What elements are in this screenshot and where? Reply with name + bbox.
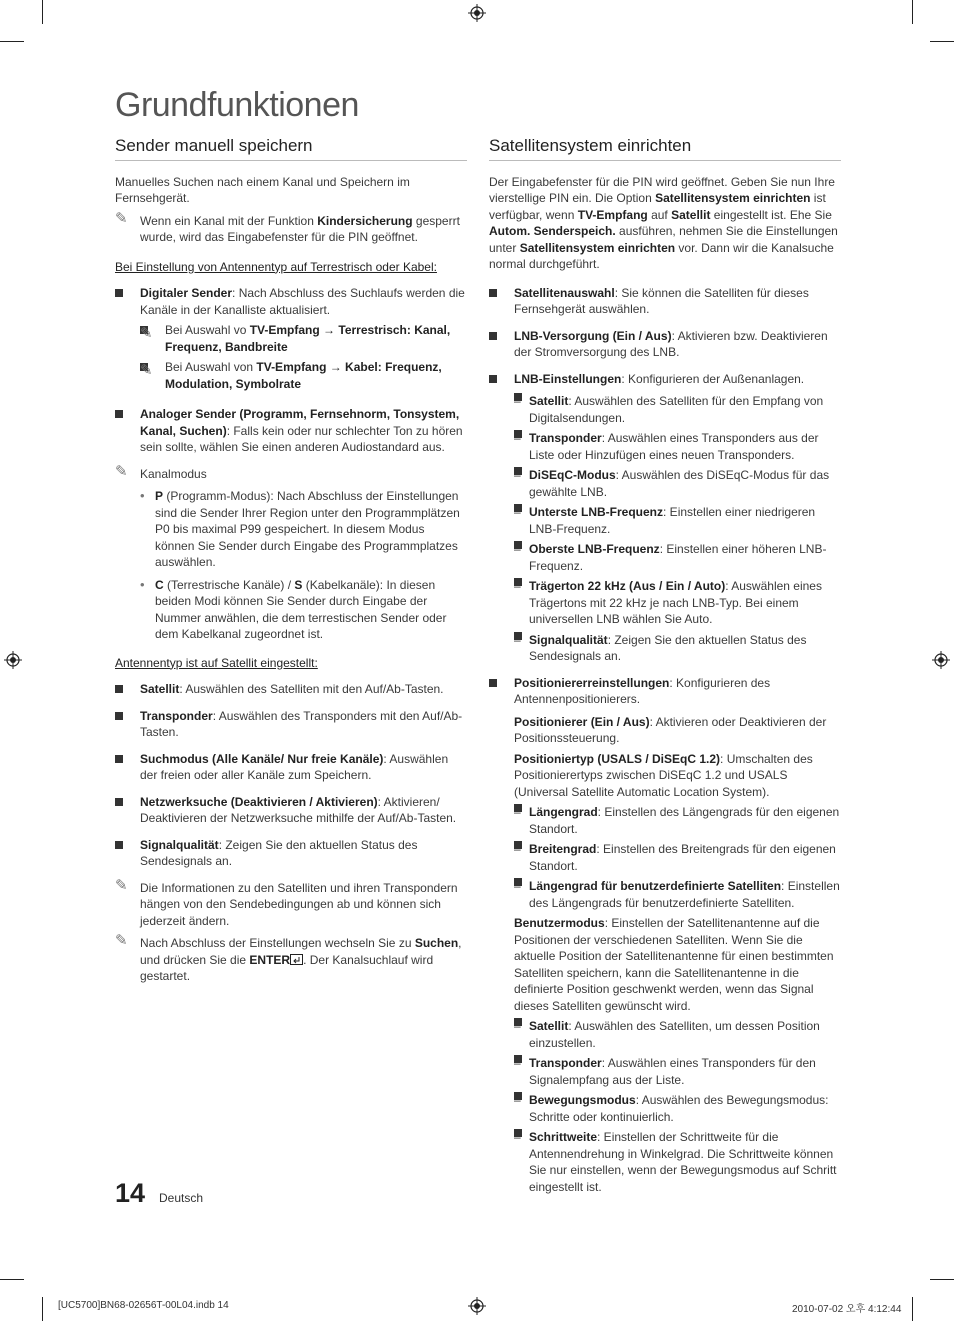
note — [115, 876, 467, 930]
text: : Auswählen des Transponders mit den Auf/Ab-Tasten. — [140, 708, 463, 739]
term: Satellit — [529, 394, 569, 408]
page-title: Grundfunktionen — [115, 86, 359, 124]
text: : Auswählen des Satelliten mit den Auf/Ab-Tasten. — [179, 682, 444, 696]
registration-mark-icon — [468, 1297, 486, 1315]
square-bullet-icon — [115, 712, 123, 720]
text: : Auswählen eines Transponders aus der Liste oder Hinzufügen eines neuen Transponders. — [529, 431, 819, 462]
list-item — [115, 406, 467, 456]
text: (Programm-Modus): Nach Abschluss der Einstellungen sind die Sender Ihrer Region unter den Programmplätzen P0 bis maximal P99 gespeichert. In diesem Modus können Sie Sender durch Eingabe des Programmplatzes auswählen. — [155, 489, 460, 569]
square-bullet-icon — [115, 841, 123, 849]
text: vor. Dann wir die Kanalsuche normal durchgeführt. — [489, 240, 834, 271]
pencil-note-icon: ✎ — [115, 209, 128, 227]
term: LNB-Versorgung (Ein / Aus) — [514, 328, 672, 343]
term: Suchmodus (Alle Kanäle/ Nur freie Kanäle) — [140, 751, 384, 766]
text: : Sie können die Satelliten für dieses Fernsehgerät auswählen. — [514, 285, 809, 316]
paragraph — [514, 915, 841, 1014]
text: : Auswählen des Bewegungsmodus: Schritte oder kontinuierlich. — [529, 1093, 829, 1124]
term: Transponder — [529, 431, 602, 445]
note — [115, 209, 467, 246]
dash-bullet-icon: – — [514, 1019, 521, 1033]
term: Signalqualität — [140, 837, 219, 852]
text: : Konfigurieren der Außenanlagen. — [621, 371, 805, 386]
text: Die Informationen zu den Satelliten und ihren Transpondern hängen von den Sendebedingungen ab und können sich jederzeit ändern. — [140, 880, 458, 928]
list-item — [514, 1092, 841, 1125]
intro-text: Manuelles Suchen nach einem Kanal und Speichern im Fernsehgerät. — [115, 174, 410, 205]
crop-mark — [42, 1297, 43, 1321]
note — [140, 322, 467, 355]
text: : Einstellen des Längengrads für den eigenen Standort. — [529, 805, 840, 836]
term: Längengrad für benutzerdefinierte Satelliten — [529, 879, 782, 893]
pencil-note-icon: ✎ — [140, 325, 153, 342]
term: Satellitensystem einrichten — [519, 240, 676, 255]
term: Kindersicherung — [317, 213, 413, 228]
square-bullet-icon — [489, 289, 497, 297]
crop-mark — [930, 1279, 954, 1280]
list-item — [514, 841, 841, 874]
text: . Der Kanalsuchlauf wird gestartet. — [140, 952, 434, 983]
text: : Auswählen eines Trägertons mit 22 kHz je nach LNB-Typ. Bei einem universellen LNB wählen Sie Auto. — [529, 579, 822, 626]
registration-mark-icon — [4, 651, 22, 669]
dash-bullet-icon: – — [514, 1056, 521, 1070]
crop-mark — [912, 0, 913, 24]
square-bullet-icon — [115, 410, 123, 418]
square-bullet-icon — [489, 679, 497, 687]
square-bullet-icon — [115, 289, 123, 297]
note — [140, 359, 467, 392]
list-item — [489, 328, 841, 361]
list-item — [514, 1129, 841, 1195]
list-item — [514, 878, 841, 911]
dash-bullet-icon: – — [514, 579, 521, 593]
text: Kanalmodus — [140, 466, 207, 481]
note — [115, 932, 467, 985]
text: : Auswählen des Satelliten, um dessen Position einzustellen. — [529, 1019, 820, 1050]
term: Satellit — [671, 207, 711, 222]
term: Analoger Sender (Programm, Fernsehnorm, Tonsystem, Kanal, Suchen) — [140, 407, 460, 438]
term: P — [155, 489, 164, 503]
text: Bei Auswahl von — [165, 360, 257, 374]
text: : Zeigen Sie den aktuellen Status des Sendesignals an. — [529, 632, 807, 663]
text: : Einstellen des Längengrads für benutzerdefinierte Satelliten. — [529, 879, 840, 910]
pencil-note-icon: ✎ — [115, 876, 128, 894]
list-item — [514, 393, 841, 426]
list-item — [115, 285, 467, 392]
term: Benutzermodus — [514, 916, 605, 930]
print-slug-left: [UC5700]BN68-02656T-00L04.indb 14 — [58, 1300, 229, 1311]
term: Transponder — [529, 1056, 602, 1070]
registration-mark-icon — [468, 4, 486, 22]
text: : Umschalten des Positionierertyps zwischen DiSEqC 1.2 und USALS (Universal Satellite Automatic Location System). — [514, 751, 813, 799]
list-item — [140, 577, 467, 643]
text: : Nach Abschluss des Suchlaufs werden die Kanäle in der Kanalliste aktualisiert. — [140, 286, 465, 317]
paragraph — [514, 751, 841, 801]
text: : Aktivieren/ Deaktivieren der Netzwerksuche mithilfe der Auf/Ab-Tasten. — [140, 794, 457, 825]
text: : Einstellen des Breitengrads für den eigenen Standort. — [529, 842, 836, 873]
term: TV-Empfang → Kabel: Frequenz, Modulation, Symbolrate — [165, 360, 442, 391]
pencil-note-icon: ✎ — [115, 462, 128, 480]
left-column — [115, 138, 467, 985]
term: TV-Empfang → Terrestrisch: Kanal, Frequenz, Bandbreite — [165, 323, 451, 354]
list-item — [115, 794, 467, 827]
term: Satellitenauswahl — [514, 285, 615, 300]
text: : Falls kein oder nur schlechter Ton zu hören sein sollte, wählen Sie einen anderen Audiostandard aus. — [140, 423, 463, 454]
dash-bullet-icon: – — [514, 879, 521, 893]
term: Positionierer (Ein / Aus) — [514, 714, 650, 729]
text: auf — [647, 207, 672, 222]
right-column — [489, 138, 841, 1195]
list-item — [489, 371, 841, 665]
text: : Einstellen der Schrittweite für die Antennendrehung in Winkelgrad. Die Schrittweite können Sie nur einstellen, wenn der Bewegungsmodus auf Schritt eingestellt ist. — [529, 1130, 837, 1194]
list-item — [140, 488, 467, 571]
term: Autom. Senderspeich. — [489, 224, 616, 238]
text: ausführen, nehmen Sie die Einstellungen unter — [489, 224, 838, 255]
text: : Einstellen der Satellitenantenne auf die Positionen der verschiedenen Satelliten. Wenn Sie die aktuelle Position der Satellitenantenne für einen bestimmten Satelliten speichern, kann die Satellitenantenne in die definierte Position geschwenkt werden, wenn das Signal dieses Satelliten gewünscht wird. — [514, 916, 834, 1013]
list-item — [115, 837, 467, 870]
term: Suchen — [414, 936, 459, 950]
text: : Auswählen des DiSEqC-Modus für das gewählte LNB. — [529, 468, 830, 499]
dash-bullet-icon: – — [514, 1130, 521, 1144]
print-slug-right: 2010-07-02 오후 4:12:44 — [792, 1304, 902, 1315]
crop-mark — [0, 41, 24, 42]
text: : Aktivieren bzw. Deaktivieren der Stromversorgung des LNB. — [514, 328, 828, 359]
term: TV-Empfang — [577, 207, 648, 222]
term: Unterste LNB-Frequenz — [529, 505, 664, 519]
dash-bullet-icon: – — [514, 394, 521, 408]
pencil-note-icon: ✎ — [140, 362, 153, 379]
subheading-satellite: Antennentyp ist auf Satellit eingestellt: — [115, 655, 318, 670]
text: eingestellt ist. Ehe Sie — [710, 207, 832, 222]
dash-bullet-icon: – — [514, 842, 521, 856]
square-bullet-icon — [489, 332, 497, 340]
text: : Auswählen eines Transponders für den Signalempfang aus der Liste. — [529, 1056, 816, 1087]
note — [115, 462, 467, 643]
text: Wenn ein Kanal mit der Funktion — [140, 213, 318, 228]
term: Positioniertyp (USALS / DiSEqC 1.2) — [514, 751, 721, 766]
enter-key-label: ENTER — [249, 952, 291, 967]
term: DiSEqC-Modus — [529, 468, 616, 482]
text: , und drücken Sie die — [140, 936, 462, 967]
enter-icon — [290, 954, 303, 965]
term: Schrittweite — [529, 1130, 598, 1144]
term: Bewegungsmodus — [529, 1093, 636, 1107]
text: : Aktivieren oder Deaktivieren der Positionssteuerung. — [514, 714, 827, 745]
text: : Konfigurieren des Antennenpositionierers. — [514, 675, 771, 706]
term: Netzwerksuche (Deaktivieren / Aktivieren) — [140, 794, 378, 809]
term: Längengrad — [529, 805, 598, 819]
dash-bullet-icon: – — [514, 542, 521, 556]
crop-mark — [912, 1297, 913, 1321]
crop-mark — [930, 41, 954, 42]
dash-bullet-icon: – — [514, 431, 521, 445]
list-item — [514, 804, 841, 837]
text: Bei Auswahl vo — [165, 323, 250, 337]
dash-bullet-icon: – — [514, 632, 521, 647]
dash-bullet-icon: – — [514, 468, 521, 482]
footer-language: Deutsch — [159, 1191, 204, 1205]
list-item — [115, 708, 467, 741]
registration-mark-icon — [932, 651, 950, 669]
term: Signalqualität — [529, 632, 608, 647]
text: (Kabelkanäle): In diesen beiden Modi können Sie Sender durch Eingabe der Nummer anwählen, die dem terrestischen Sender oder dem Kabelkanal zugeordnet ist. — [155, 577, 447, 641]
crop-mark — [0, 1279, 24, 1280]
dash-bullet-icon: – — [514, 805, 521, 819]
term: Satellitensystem einrichten — [655, 191, 811, 205]
square-bullet-icon — [115, 685, 123, 693]
list-item — [514, 1018, 841, 1051]
term: Oberste LNB-Frequenz — [529, 542, 660, 556]
dot-bullet-icon: • — [140, 576, 145, 592]
list-item — [514, 541, 841, 574]
square-bullet-icon — [115, 798, 123, 806]
term: Trägerton 22 kHz (Aus / Ein / Auto) — [529, 579, 726, 593]
text: : Auswählen der freien oder aller Kanäle zum Speichern. — [140, 751, 449, 782]
term: Digitaler Sender — [140, 286, 233, 300]
text: Nach Abschluss der Einstellungen wechseln Sie zu — [140, 936, 415, 950]
list-item — [514, 1055, 841, 1088]
list-item — [115, 681, 467, 698]
dash-bullet-icon: – — [514, 505, 521, 519]
term: Satellit — [529, 1019, 569, 1033]
term: Positioniererreinstellungen — [514, 675, 670, 690]
section-heading-satellite: Satellitensystem einrichten — [489, 138, 841, 161]
term: Satellit — [140, 682, 180, 696]
term: C — [155, 577, 164, 592]
term: LNB-Einstellungen — [514, 371, 622, 386]
dash-bullet-icon: – — [514, 1093, 521, 1107]
list-item — [489, 285, 841, 318]
subheading-terrestrial: Bei Einstellung von Antennentyp auf Terrestrisch oder Kabel: — [115, 259, 437, 274]
text: : Zeigen Sie den aktuellen Status des Sendesignals an. — [140, 837, 418, 868]
page-number: 14 — [115, 1178, 146, 1208]
section-heading-manual: Sender manuell speichern — [115, 138, 467, 161]
text: : Einstellen einer höheren LNB-Frequenz. — [529, 542, 827, 573]
square-bullet-icon — [115, 755, 123, 763]
term: Transponder — [140, 708, 213, 723]
text: : Auswählen des Satelliten für den Empfang von Digitalsendungen. — [529, 394, 824, 425]
list-item — [514, 504, 841, 537]
dot-bullet-icon: • — [140, 488, 145, 503]
text: Der Eingabefenster für die PIN wird geöffnet. Geben Sie nun Ihre vierstellige PIN ein. Die Option — [489, 174, 835, 205]
list-item — [489, 675, 841, 1196]
list-item — [514, 578, 841, 628]
text: ist verfügbar, wenn — [489, 191, 826, 222]
intro-text — [489, 174, 841, 273]
list-item — [514, 632, 841, 665]
square-bullet-icon — [489, 375, 497, 383]
text: gesperrt wurde, wird das Eingabefenster für die PIN geöffnet. — [140, 213, 460, 244]
term: Breitengrad — [529, 842, 597, 856]
text: : Einstellen einer niedrigeren LNB-Frequenz. — [529, 505, 816, 536]
pencil-note-icon: ✎ — [115, 932, 128, 949]
crop-mark — [42, 0, 43, 24]
term: S — [294, 577, 303, 592]
list-item — [514, 430, 841, 463]
text: (Terrestrische Kanäle) / — [163, 577, 295, 592]
list-item — [514, 467, 841, 500]
list-item — [115, 751, 467, 784]
paragraph — [514, 714, 841, 747]
